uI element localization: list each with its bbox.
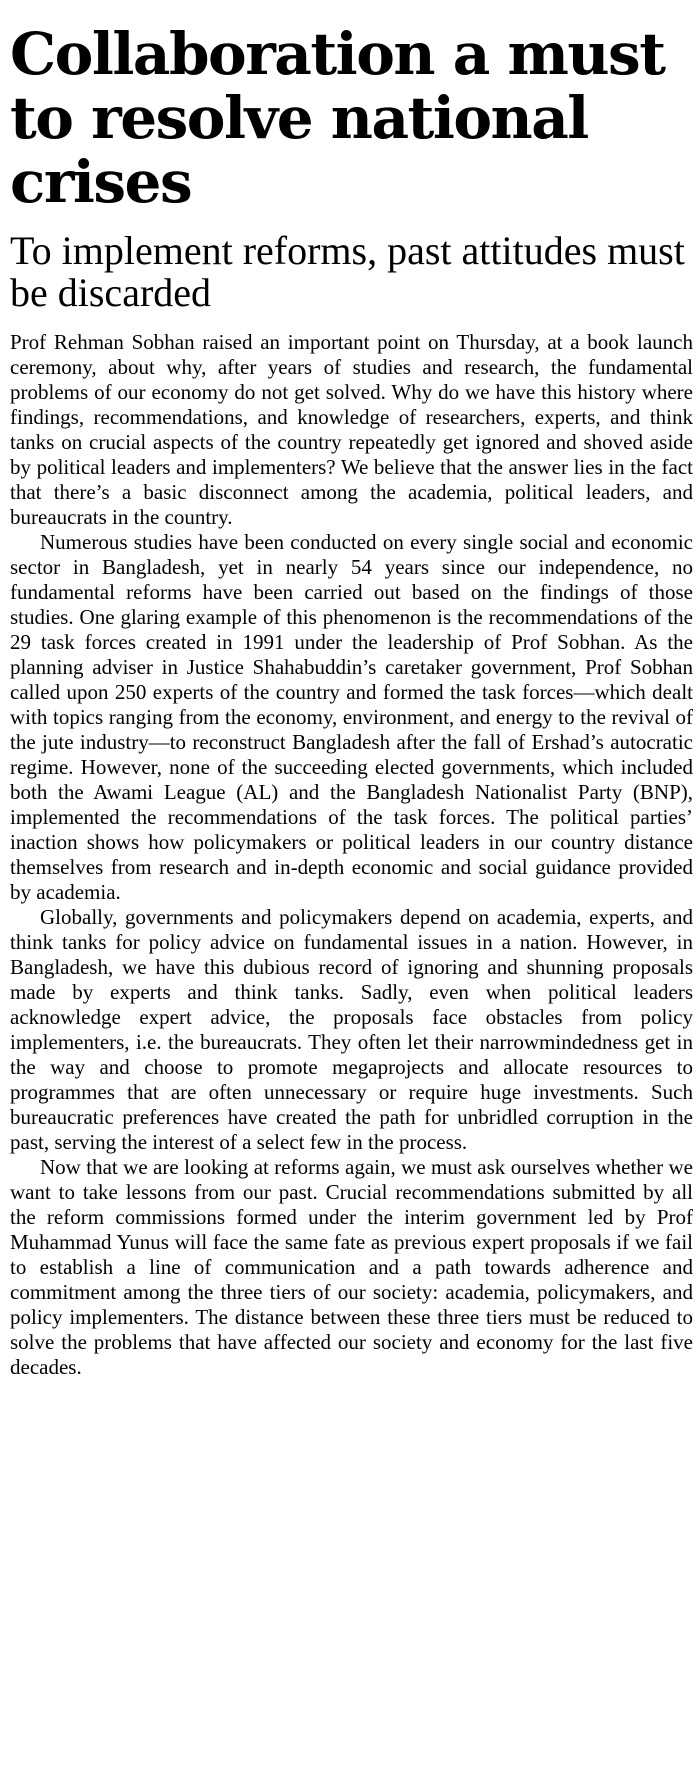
paragraph-2: Numerous studies have been conducted on every single social and economic sector in Bangladesh, yet in nearly 54 years since our independence, no fundamental reforms have been carried out based on the findings of those studies. One glaring example of this phenomenon is the recommendations of the 29 task forces created in 1991 under the leadership of Prof Sobhan. As the planning adviser in Justice Shahabuddin’s caretaker government, Prof Sobhan called upon 250 experts of the country and formed the task forces—which dealt with topics ranging from the economy, environment, and energy to the revival of the jute industry—to reconstruct Bangladesh after the fall of Ershad’s autocratic regime. However, none of the succeeding elected governments, which included both the Awami League (AL) and the Bangladesh Nationalist Party (BNP), implemented the recommendations of the task forces. The political parties’ inaction shows how policymakers or political leaders in our country distance themselves from research and in-depth economic and social guidance provided by academia. [10, 530, 693, 904]
subheadline: To implement reforms, past attitudes must be discarded [10, 228, 685, 315]
paragraph-1: Prof Rehman Sobhan raised an important point on Thursday, at a book launch ceremony, about why, after years of studies and research, the fundamental problems of our economy do not get solved. Why do we have this history where findings, recommendations, and knowledge of researchers, experts, and think tanks on crucial aspects of the country repeatedly get ignored and shoved aside by political leaders and implementers? We believe that the answer lies in the fact that there’s a basic disconnect among the academia, political leaders, and bureaucrats in the country. [10, 330, 693, 529]
article-body [10, 330, 693, 1380]
editorial-article [10, 22, 693, 1380]
headline: Collaboration a must to resolve national crises [10, 20, 665, 216]
paragraph-3: Globally, governments and policymakers depend on academia, experts, and think tanks for policy advice on fundamental issues in a nation. However, in Bangladesh, we have this dubious record of ignoring and shunning proposals made by experts and think tanks. Sadly, even when political leaders acknowledge expert advice, the proposals face obstacles from policy implementers, i.e. the bureaucrats. They often let their narrowmindedness get in the way and choose to promote megaprojects and allocate resources to programmes that are often unnecessary or require huge investments. Such bureaucratic preferences have created the path for unbridled corruption in the past, serving the interest of a select few in the process. [10, 905, 693, 1154]
paragraph-4: Now that we are looking at reforms again, we must ask ourselves whether we want to take lessons from our past. Crucial recommendations submitted by all the reform commissions formed under the interim government led by Prof Muhammad Yunus will face the same fate as previous expert proposals if we fail to establish a line of communication and a path towards adherence and commitment among the three tiers of our society: academia, policymakers, and policy implementers. The distance between these three tiers must be reduced to solve the problems that have affected our society and economy for the last five decades. [10, 1155, 693, 1379]
